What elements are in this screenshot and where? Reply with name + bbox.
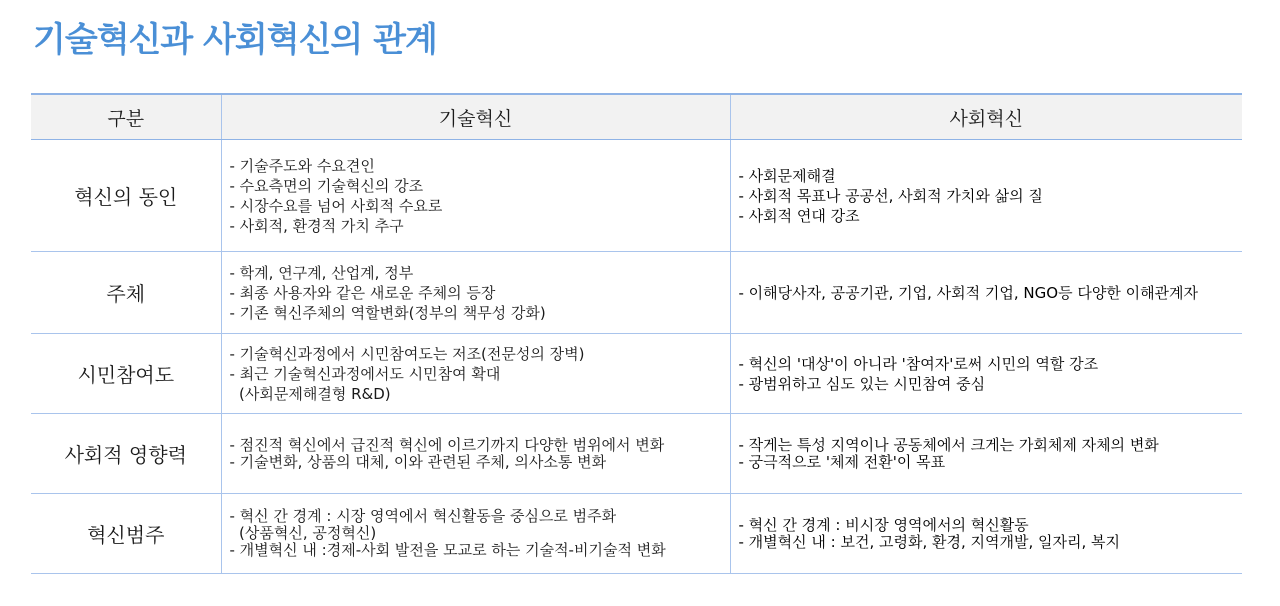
table-row <box>31 414 1242 494</box>
social-line: - 작게는 특성 지역이나 공동체에서 크게는 가회체제 자체의 변화 <box>738 435 1159 454</box>
tech-cell <box>221 494 730 574</box>
table-row <box>31 334 1242 414</box>
social-line: - 사회문제해결 <box>738 166 836 185</box>
row-label: 시민참여도 <box>31 334 221 414</box>
header-category: 구분 <box>31 94 221 140</box>
comparison-table <box>31 93 1242 574</box>
row-label: 혁신의 동인 <box>31 140 221 252</box>
tech-line: - 개별혁신 내 :경제-사회 발전을 모교로 하는 기술적-비기술적 변화 <box>229 541 666 559</box>
header-social-innovation: 사회혁신 <box>730 94 1242 140</box>
tech-line: - 시장수요를 넘어 사회적 수요로 <box>229 196 443 215</box>
social-cell <box>730 252 1242 334</box>
table-row <box>31 494 1242 574</box>
table-row <box>31 140 1242 252</box>
tech-line: - 점진적 혁신에서 급진적 혁신에 이르기까지 다양한 범위에서 변화 <box>229 435 665 454</box>
tech-line: - 최종 사용자와 같은 새로운 주체의 등장 <box>229 283 496 302</box>
table-row <box>31 252 1242 334</box>
row-label: 혁신범주 <box>31 494 221 574</box>
social-line: - 광범위하고 심도 있는 시민참여 중심 <box>738 374 986 393</box>
social-line: - 개별혁신 내 : 보건, 고령화, 환경, 지역개발, 일자리, 복지 <box>738 532 1121 551</box>
social-line: - 혁신 간 경계 : 비시장 영역에서의 혁신활동 <box>738 515 1029 534</box>
tech-line: (사회문제해결형 R&D) <box>229 384 391 403</box>
social-cell <box>730 140 1242 252</box>
table-header-row <box>31 94 1242 140</box>
tech-line: (상품혁신, 공정혁신) <box>229 524 377 542</box>
social-cell <box>730 334 1242 414</box>
row-label: 주체 <box>31 252 221 334</box>
social-line: - 사회적 목표나 공공선, 사회적 가치와 삶의 질 <box>738 186 1043 205</box>
tech-cell <box>221 414 730 494</box>
tech-line: - 혁신 간 경계 : 시장 영역에서 혁신활동을 중심으로 범주화 <box>229 507 617 525</box>
social-line: - 사회적 연대 강조 <box>738 206 860 225</box>
page-title: 기술혁신과 사회혁신의 관계 <box>33 20 437 60</box>
social-line: - 혁신의 '대상'이 아니라 '참여자'로써 시민의 역할 강조 <box>738 354 1099 373</box>
tech-line: - 최근 기술혁신과정에서도 시민참여 확대 <box>229 364 501 383</box>
tech-line: - 사회적, 환경적 가치 추구 <box>229 216 404 235</box>
social-line: - 이해당사자, 공공기관, 기업, 사회적 기업, NGO등 다양한 이해관계자 <box>738 283 1199 302</box>
tech-line: - 수요측면의 기술혁신의 강조 <box>229 176 424 195</box>
row-label: 사회적 영향력 <box>31 414 221 494</box>
social-line: - 궁극적으로 '체제 전환'이 목표 <box>738 452 946 471</box>
social-cell <box>730 494 1242 574</box>
tech-cell <box>221 140 730 252</box>
tech-line: - 학계, 연구계, 산업계, 정부 <box>229 263 414 282</box>
tech-line: - 기술주도와 수요견인 <box>229 156 375 175</box>
social-cell <box>730 414 1242 494</box>
tech-line: - 기존 혁신주체의 역할변화(정부의 책무성 강화) <box>229 303 546 322</box>
header-tech-innovation: 기술혁신 <box>221 94 730 140</box>
tech-cell <box>221 252 730 334</box>
tech-line: - 기술변화, 상품의 대체, 이와 관련된 주체, 의사소통 변화 <box>229 452 607 471</box>
tech-line: - 기술혁신과정에서 시민참여도는 저조(전문성의 장벽) <box>229 344 585 363</box>
tech-cell <box>221 334 730 414</box>
